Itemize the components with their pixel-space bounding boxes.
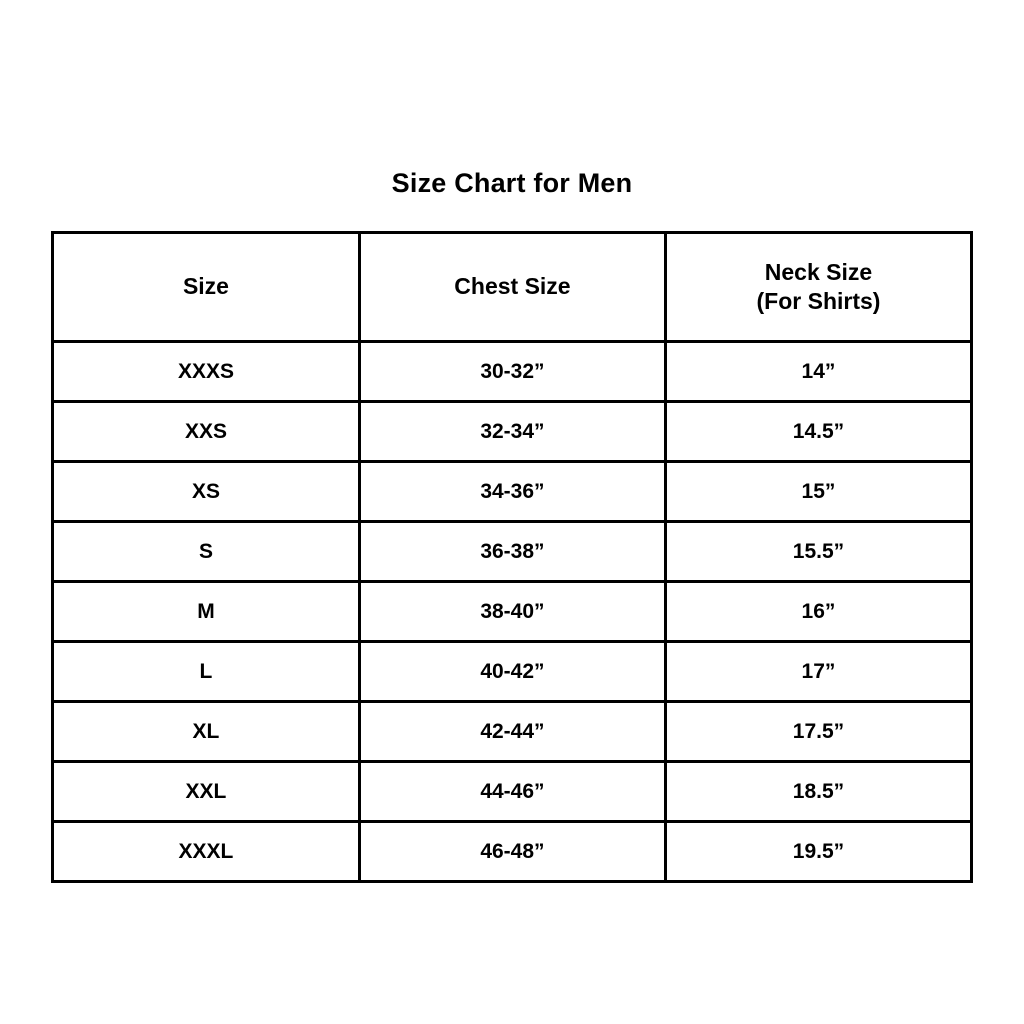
- cell-neck: 17”: [665, 642, 971, 702]
- table-row: [53, 702, 972, 762]
- cell-size: L: [53, 642, 360, 702]
- cell-size: XXXS: [53, 342, 360, 402]
- table-row: [53, 582, 972, 642]
- cell-size: XXL: [53, 762, 360, 822]
- size-chart-table-container: [51, 231, 973, 883]
- column-header-chest-size: [359, 233, 665, 342]
- cell-chest: 38-40”: [359, 582, 665, 642]
- cell-chest: 42-44”: [359, 702, 665, 762]
- cell-chest: 36-38”: [359, 522, 665, 582]
- table-row: [53, 762, 972, 822]
- cell-size: XXXL: [53, 822, 360, 882]
- cell-neck: 14”: [665, 342, 971, 402]
- size-chart-table: [51, 231, 973, 883]
- column-header-size: [53, 233, 360, 342]
- table-row: [53, 402, 972, 462]
- table-body: [53, 342, 972, 882]
- table-row: [53, 522, 972, 582]
- table-row: [53, 642, 972, 702]
- cell-chest: 40-42”: [359, 642, 665, 702]
- cell-size: XS: [53, 462, 360, 522]
- cell-chest: 44-46”: [359, 762, 665, 822]
- table-row: [53, 342, 972, 402]
- column-header-neck-size-sublabel: (For Shirts): [756, 288, 881, 314]
- cell-neck: 14.5”: [665, 402, 971, 462]
- cell-neck: 15”: [665, 462, 971, 522]
- cell-size: XL: [53, 702, 360, 762]
- table-header: [53, 233, 972, 342]
- column-header-neck-size-label: Neck Size: [764, 258, 873, 285]
- cell-neck: 15.5”: [665, 522, 971, 582]
- cell-chest: 32-34”: [359, 402, 665, 462]
- page-title: Size Chart for Men: [391, 168, 633, 198]
- table-row: [53, 822, 972, 882]
- cell-chest: 46-48”: [359, 822, 665, 882]
- cell-size: M: [53, 582, 360, 642]
- cell-neck: 17.5”: [665, 702, 971, 762]
- cell-chest: 30-32”: [359, 342, 665, 402]
- cell-size: XXS: [53, 402, 360, 462]
- cell-size: S: [53, 522, 360, 582]
- table-header-row: [53, 233, 972, 342]
- column-header-neck-size: [665, 233, 971, 342]
- cell-chest: 34-36”: [359, 462, 665, 522]
- cell-neck: 19.5”: [665, 822, 971, 882]
- column-header-chest-size-label: Chest Size: [454, 273, 571, 300]
- cell-neck: 16”: [665, 582, 971, 642]
- table-row: [53, 462, 972, 522]
- cell-neck: 18.5”: [665, 762, 971, 822]
- column-header-size-label: Size: [182, 273, 229, 300]
